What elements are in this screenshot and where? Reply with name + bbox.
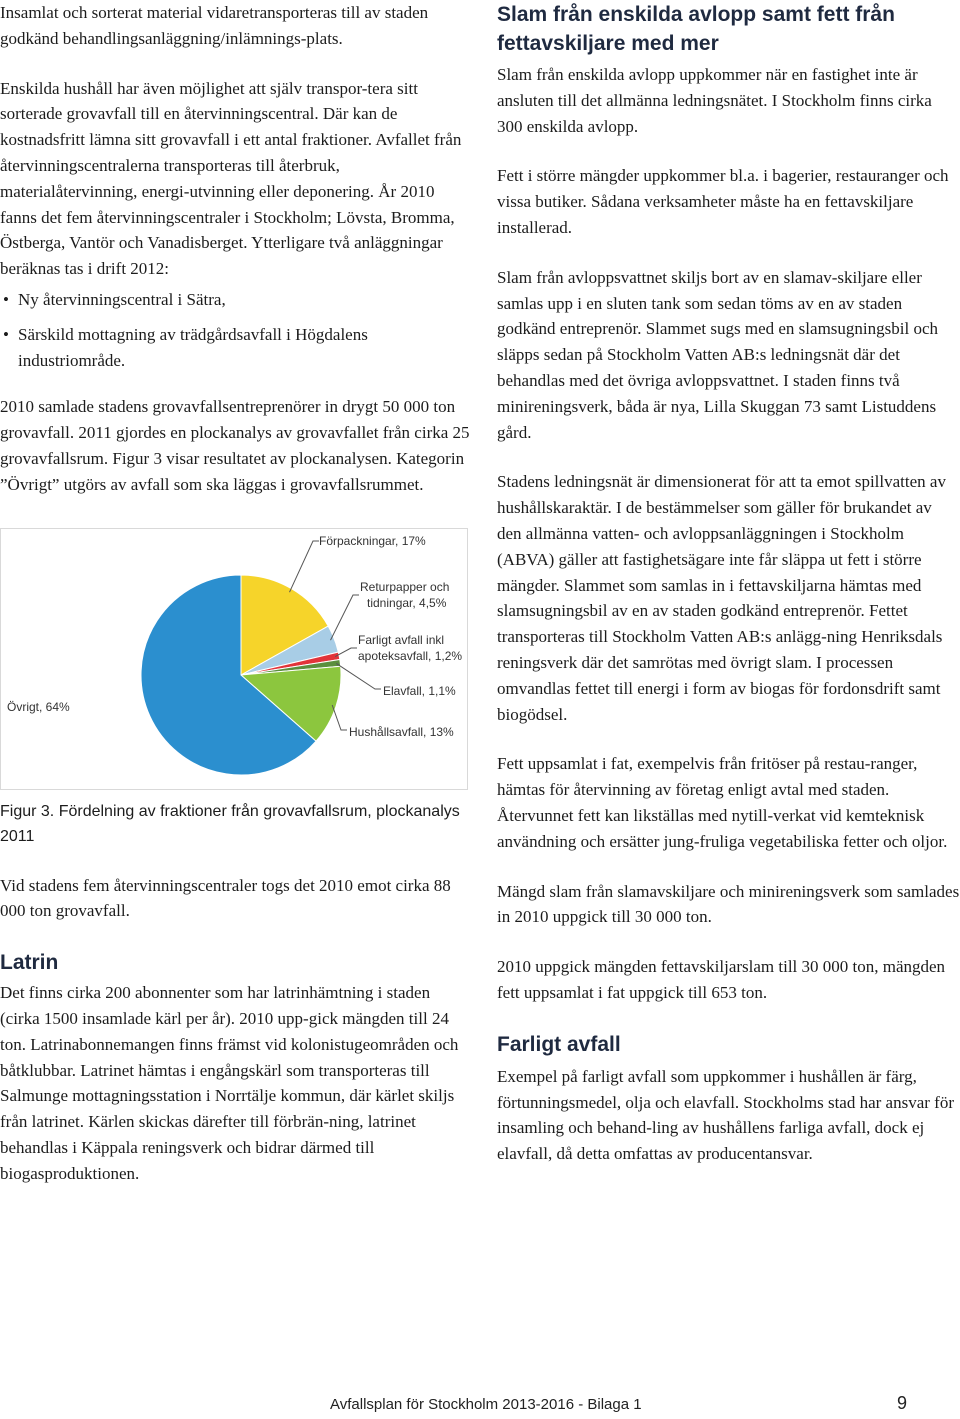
figure-caption: Figur 3. Fördelning av fraktioner från grovavfallsrum, plockanalys 2011 xyxy=(0,802,460,845)
page-number: 9 xyxy=(897,1393,908,1413)
paragraph: Vid stadens fem återvinningscentraler togs det 2010 emot cirka 88 000 ton grovavfall. xyxy=(0,875,451,921)
paragraph: Stadens ledningsnät är dimensionerat för att ta emot spillvatten av hushållskaraktär. I de bestämmelser som gäller för brukandet av den allmänna vatten- och avloppsanläggningen i Stockholm (ABVA) gäller att fastighetsägare inte får släppa ut fett i större mängder. Slammet som samlas in i fettavskiljarna hämtas med slamsugningsbil av en av staden godkänd entreprenör. Fettet transporteras till Stockholm Vatten AB:s anlägg-ning Henriksdals reningsverk där det samrötas med övrigt slam. I processen omvandlas fettet till energi i form av biogas för fordonsdrift samt biogödsel. xyxy=(497,472,946,724)
pie-chart-figure xyxy=(0,528,468,790)
right-column xyxy=(497,0,960,1167)
label-elavfall: Elavfall, 1,1% xyxy=(383,683,456,698)
left-column xyxy=(0,0,472,1187)
label-returpapper-line1: Returpapper och xyxy=(360,579,450,594)
paragraph: 2010 samlade stadens grovavfallsentreprenörer in drygt 50 000 ton grovavfall. 2011 gjordes en plockanalys av grovavfallet från cirka 25 grovavfallsrum. Figur 3 visar resultatet av plockanalysen. Kategorin ”Övrigt” utgörs av avfall som ska läggas i grovavfallsrummet. xyxy=(0,397,470,494)
label-farligt-line2: apoteksavfall, 1,2% xyxy=(358,648,463,663)
label-returpapper-line2: tidningar, 4,5% xyxy=(367,595,447,610)
paragraph: Enskilda hushåll har även möjlighet att själv transpor-tera sitt sorterade grovavfall till en återvinningscentral. Där kan de kostnadsfritt lämna sitt grovavfall i ett antal fraktioner. Avfallet från återvinningscentralerna transporteras till återbruk, materialåtervinning, energi-utvinning eller deponering. År 2010 fanns det fem återvinningscentraler i Stockholm; Lövsta, Bromma, Östberga, Vantör och Vanadisberget. Ytterligare två anläggningar beräknas tas i drift 2012: xyxy=(0,78,462,279)
bullet-list xyxy=(0,287,472,373)
paragraph: Det finns cirka 200 abonnenter som har latrinhämtning i staden (cirka 1500 insamlade kärl per år). 2010 upp-gick mängden till 24 ton. Latrinabonnemangen finns främst vid kolonistugeområden och båtklubbar. Latrinet hämtas i engångskärl som transporteras till Salmunge mottagningsstation i Norrtälje kommun, där kärlet skiljs från latrinet. Kärlen skickas därefter till förbrän-ning, latrinet behandlas i Käppala reningsverk och bidrar därmed till biogasproduktionen. xyxy=(0,983,459,1183)
paragraph: Insamlat och sorterat material vidaretransporteras till av staden godkänd behandlingsanläggning/inlämnings-plats. xyxy=(0,3,429,48)
paragraph: Mängd slam från slamavskiljare och minireningsverk som samlades in 2010 uppgick till 30 000 ton. xyxy=(497,881,960,927)
paragraph: Exempel på farligt avfall som uppkommer i hushållen är färg, förtunningsmedel, olja och elavfall. Stockholms stad har ansvar för insamling och behand-ling av hushållens farliga avfall, dock ej elavfall, då detta omfattas av producentansvar. xyxy=(497,1066,954,1164)
footer-title: Avfallsplan för Stockholm 2013-2016 - Bilaga 1 xyxy=(330,1396,642,1413)
paragraph: Slam från enskilda avlopp uppkommer när en fastighet inte är ansluten till det allmänna ledningsnätet. I Stockholm finns cirka 300 enskilda avlopp. xyxy=(497,65,932,136)
leader-line-0 xyxy=(290,541,320,592)
label-ovrigt: Övrigt, 64% xyxy=(7,699,70,714)
heading-latrin: Latrin xyxy=(0,951,59,975)
heading-farligt-avfall: Farligt avfall xyxy=(497,1032,621,1056)
paragraph: 2010 uppgick mängden fettavskiljarslam till 30 000 ton, mängden fett uppsamlat i fat uppgick till 653 ton. xyxy=(497,957,946,1002)
paragraph: Slam från avloppsvattnet skiljs bort av en slamav-skiljare eller samlas upp i en sluten tank som sedan töms av en av staden godkänd entreprenör. Slammet sugs med en slamsugningsbil och släpps sedan på Stockholm Vatten AB:s ledningsnät där det behandlas med det övriga avloppsvattnet. I staden finns två minireningsverk, båda är nya, Lilla Skuggan 73 samt Listuddens gård. xyxy=(497,267,938,442)
list-item: • Särskild mottagning av trädgårdsavfall i Högdalens industriområde. xyxy=(18,322,472,374)
paragraph: Fett uppsamlat i fat, exempelvis från fritöser på restau-ranger, hämtas för återvinning av företag enligt avtal med staden. Återvunnet fett kan likställas med nytill-verkat vid kemteknisk användning och ersätter jung-fruliga vegetabiliska fetter och oljor. xyxy=(497,754,948,851)
leader-line-3 xyxy=(336,663,381,689)
heading-slam: Slam från enskilda avlopp samt fett från fettavskiljare med mer xyxy=(497,3,895,55)
label-farligt-line1: Farligt avfall inkl xyxy=(358,632,445,647)
leader-line-1 xyxy=(331,595,360,640)
label-forpackningar: Förpackningar, 17% xyxy=(319,533,426,548)
paragraph: Fett i större mängder uppkommer bl.a. i bagerier, restauranger och vissa butiker. Sådana verksamheter måste ha en fettavskiljare installerad. xyxy=(497,166,949,237)
label-hushallsavfall: Hushållsavfall, 13% xyxy=(349,724,454,739)
list-item: • Ny återvinningscentral i Sätra, xyxy=(18,287,472,313)
